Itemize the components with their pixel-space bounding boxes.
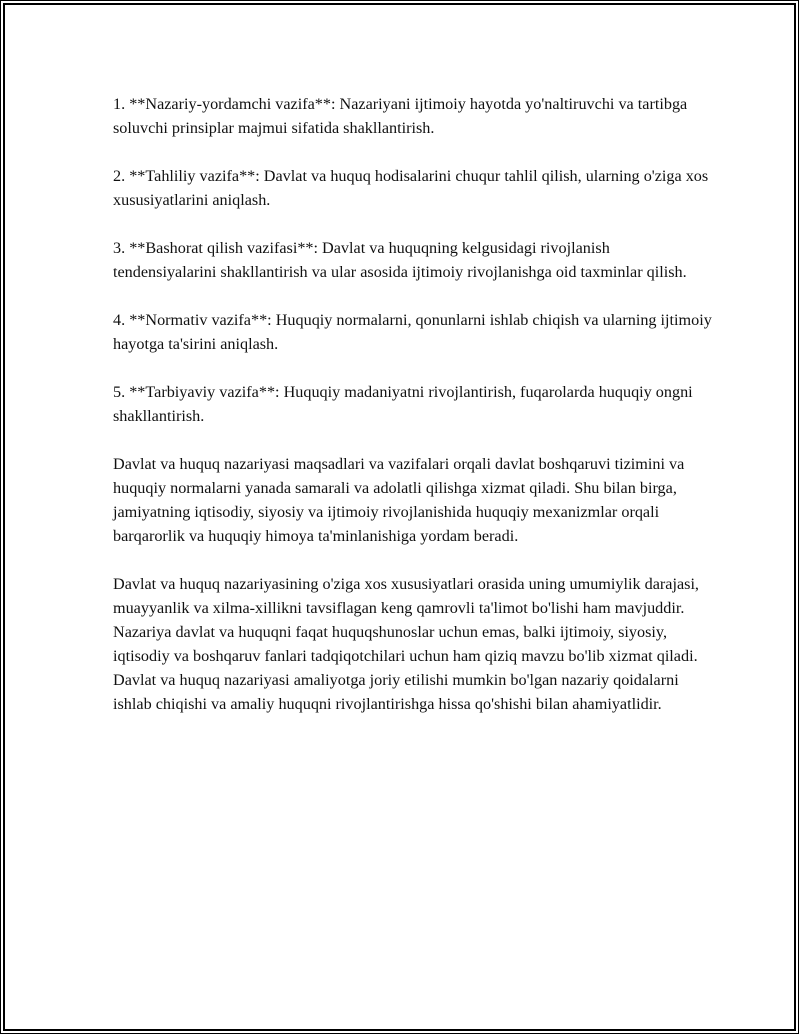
document-body xyxy=(113,92,713,740)
list-item-tarbiyaviy: 5. **Tarbiyaviy vazifa**: Huquqiy madaniyatni rivojlantirish, fuqarolarda huquqiy ongni shakllantirish. xyxy=(113,383,693,425)
list-item-tahliliy: 2. **Tahliliy vazifa**: Davlat va huquq hodisalarini chuqur tahlil qilish, ularning o'ziga xos xususiyatlarini aniqlash. xyxy=(113,167,709,209)
list-item-nazariy-yordamchi: 1. **Nazariy-yordamchi vazifa**: Nazariyani ijtimoiy hayotda yo'naltiruvchi va tartibga soluvchi prinsiplar majmui sifatida shakllantirish. xyxy=(113,95,688,137)
paragraph-purpose: Davlat va huquq nazariyasi maqsadlari va vazifalari orqali davlat boshqaruvi tizimini va huquqiy normalarni yanada samarali va adolatli qilishga xizmat qiladi. Shu bilan birga, jamiyatning iqtisodiy, siyosiy va ijtimoiy rivojlanishida huquqiy mexanizmlar orqali barqarorlik va huquqiy himoya ta'minlanishiga yordam beradi. xyxy=(113,455,685,545)
paragraph-features: Davlat va huquq nazariyasining o'ziga xos xususiyatlari orasida uning umumiylik darajasi, muayyanlik va xilma-xillikni tavsiflagan keng qamrovli ta'limot bo'lishi ham mavjuddir. Nazariya davlat va huquqni faqat huquqshunoslar uchun emas, balki ijtimoiy, siyosiy, iqtisodiy va boshqaruv fanlari tadqiqotchilari uchun ham qiziq mavzu bo'lib xizmat qiladi. Davlat va huquq nazariyasi amaliyotga joriy etilishi mumkin bo'lgan nazariy qoidalarni ishlab chiqishi va amaliy huquqni rivojlantirishga hissa qo'shishi bilan ahamiyatlidir. xyxy=(113,575,699,713)
list-item-bashorat: 3. **Bashorat qilish vazifasi**: Davlat va huquqning kelgusidagi rivojlanish tendensiyalarini shakllantirish va ular asosida ijtimoiy rivojlanishga oid taxminlar qilish. xyxy=(113,239,687,281)
list-item-normativ: 4. **Normativ vazifa**: Huquqiy normalarni, qonunlarni ishlab chiqish va ularning ijtimoiy hayotga ta'sirini aniqlash. xyxy=(113,311,712,353)
